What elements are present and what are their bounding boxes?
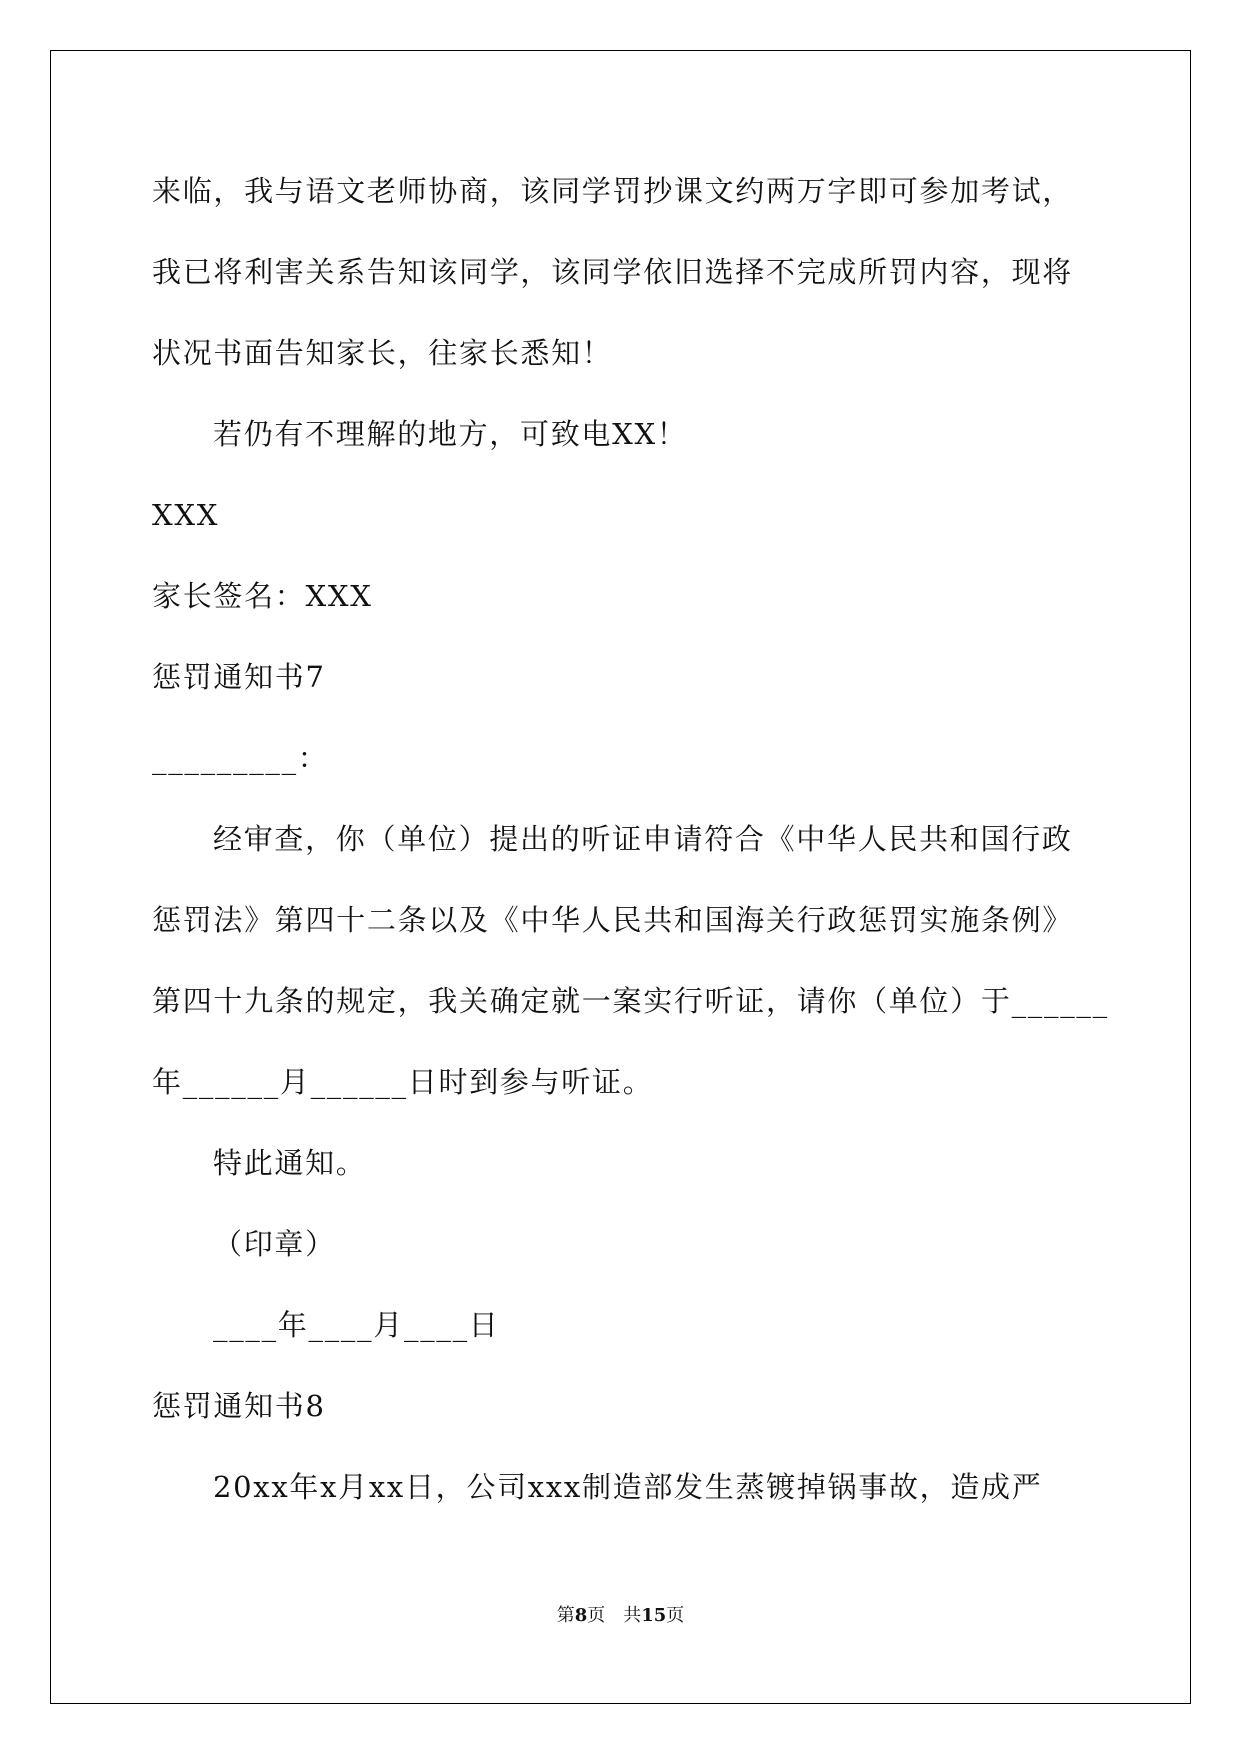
incident-line-1: 20xx年x月xx日，公司xxx制造部发生蒸镀掉锅事故，造成严 (213, 1470, 1043, 1504)
section-heading-8: 惩罚通知书8 (152, 1389, 326, 1423)
parent-signature-line: 家长签名：XXX (152, 579, 373, 613)
footer-page-number: 8 (574, 1605, 588, 1626)
page-footer (0, 1604, 1241, 1628)
sender-name: XXX (152, 498, 220, 532)
body-line-2: 我已将利害关系告知该同学，该同学依旧选择不完成所罚内容，现将 (152, 255, 1074, 289)
footer-total-pages: 15 (641, 1605, 667, 1626)
notice-line-1: 经审查，你（单位）提出的听证申请符合《中华人民共和国行政 (213, 822, 1073, 856)
notice-line-2: 惩罚法》第四十二条以及《中华人民共和国海关行政惩罚实施条例》 (152, 903, 1074, 937)
page-border (50, 50, 1191, 1704)
notice-line-3: 第四十九条的规定，我关确定就一案实行听证，请你（单位）于______ (152, 984, 1109, 1018)
footer-middle: 页 共 (587, 1605, 642, 1626)
body-line-3: 状况书面告知家长，往家长悉知！ (152, 336, 613, 370)
date-blank-line: ____年____月____日 (213, 1308, 500, 1342)
addressee-blank: _________： (152, 741, 329, 775)
notice-line-4: 年______月______日时到参与听证。 (152, 1065, 654, 1099)
contact-line: 若仍有不理解的地方，可致电XX！ (213, 417, 688, 451)
closing-line: 特此通知。 (213, 1146, 367, 1180)
body-line-1: 来临，我与语文老师协商，该同学罚抄课文约两万字即可参加考试， (152, 174, 1074, 208)
seal-line: （印章） (213, 1227, 336, 1261)
footer-prefix: 第 (556, 1605, 575, 1626)
section-heading-7: 惩罚通知书7 (152, 660, 326, 694)
footer-suffix: 页 (666, 1605, 685, 1626)
